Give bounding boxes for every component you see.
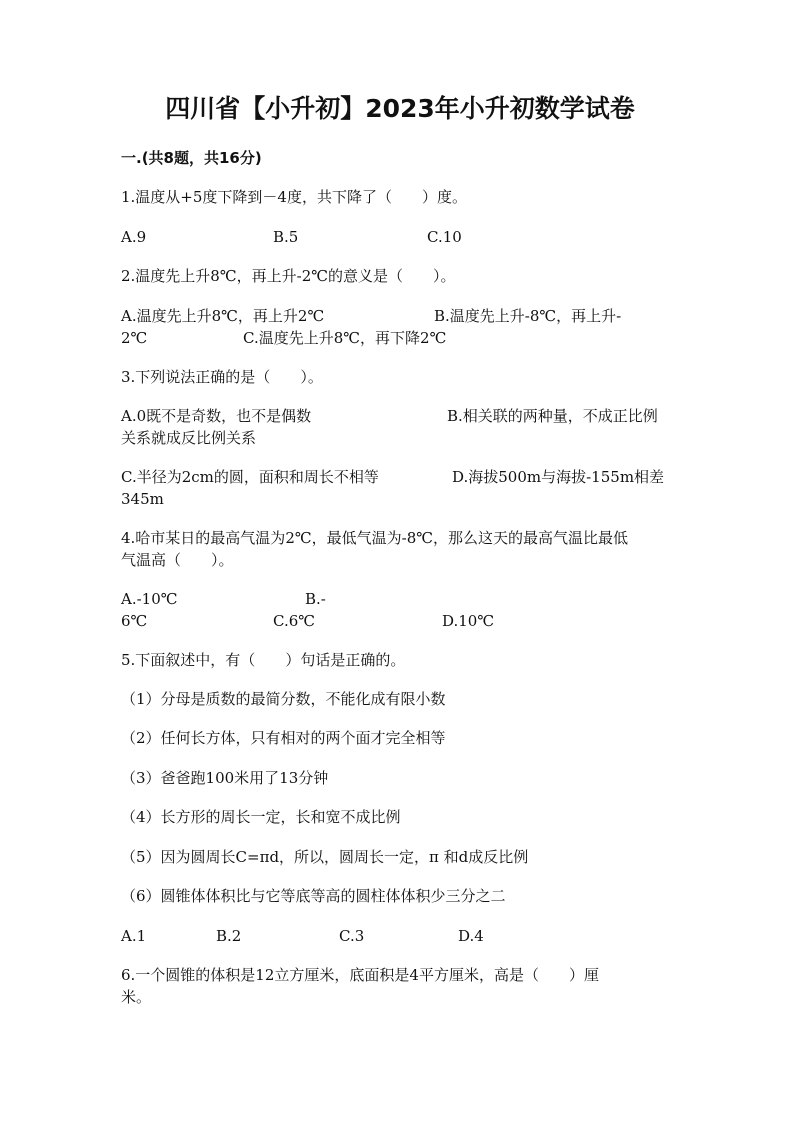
question-3-option-d: D.海拔500m与海拔-155m相差 — [452, 468, 665, 486]
question-1-option-b: B.5 — [273, 228, 299, 246]
question-2-option-a: A.温度先上升8℃，再上升2℃ — [121, 307, 325, 325]
question-2-option-c: C.温度先上升8℃，再下降2℃ — [243, 329, 447, 347]
page-title: 四川省【小升初】2023年小升初数学试卷 — [165, 94, 635, 123]
question-3-stem: 3.下列说法正确的是（ ）。 — [121, 368, 323, 386]
question-5-statement: （6）圆锥体体积比与它等底等高的圆柱体体积少三分之二 — [121, 887, 506, 905]
question-3-option-c: C.半径为2cm的圆，面积和周长不相等 — [121, 468, 379, 486]
question-1-option-a: A.9 — [121, 228, 147, 246]
question-4-option-b: B.- — [305, 590, 326, 608]
question-3-option-b: B.相关联的两种量，不成正比例 — [447, 407, 658, 425]
question-2-option-b: B.温度先上升-8℃，再上升- — [434, 307, 622, 325]
question-6-stem: 6.一个圆锥的体积是12立方厘米，底面积是4平方厘米，高是（ ）厘 — [121, 966, 599, 984]
question-4-stem-cont: 气温高（ ）。 — [121, 551, 234, 569]
question-5-statement: （3）爸爸跑100米用了13分钟 — [121, 769, 329, 787]
question-5-option-c: C.3 — [339, 927, 365, 945]
question-5-statement: （5）因为圆周长C=πd，所以，圆周长一定，π 和d成反比例 — [121, 848, 529, 866]
question-1-option-c: C.10 — [427, 228, 462, 246]
question-2-option-b-cont: 2℃ — [121, 329, 148, 347]
question-5-option-b: B.2 — [216, 927, 242, 945]
question-4-option-d: D.10℃ — [442, 612, 495, 630]
section-header: 一.(共8题，共16分) — [121, 149, 262, 167]
question-5-statement: （4）长方形的周长一定，长和宽不成比例 — [121, 808, 401, 826]
question-5-option-d: D.4 — [458, 927, 484, 945]
question-3-option-a: A.0既不是奇数，也不是偶数 — [121, 407, 312, 425]
question-4-option-b-cont: 6℃ — [121, 612, 148, 630]
question-5-statement: （1）分母是质数的最简分数，不能化成有限小数 — [121, 690, 446, 708]
question-5-option-a: A.1 — [121, 927, 147, 945]
question-4-option-a: A.-10℃ — [121, 590, 178, 608]
question-6-stem-cont: 米。 — [121, 988, 152, 1006]
question-3-option-b-cont: 关系就成反比例关系 — [121, 429, 257, 447]
question-5-stem: 5.下面叙述中，有（ ）句话是正确的。 — [121, 651, 406, 669]
question-4-option-c: C.6℃ — [273, 612, 316, 630]
question-2-stem: 2.温度先上升8℃，再上升-2℃的意义是（ ）。 — [121, 267, 456, 285]
question-3-option-d-cont: 345m — [121, 490, 164, 508]
question-1-stem: 1.温度从+5度下降到－4度，共下降了（ ）度。 — [121, 188, 467, 206]
question-4-stem: 4.哈市某日的最高气温为2℃，最低气温为-8℃，那么这天的最高气温比最低 — [121, 529, 629, 547]
question-5-statement: （2）任何长方体，只有相对的两个面才完全相等 — [121, 729, 446, 747]
